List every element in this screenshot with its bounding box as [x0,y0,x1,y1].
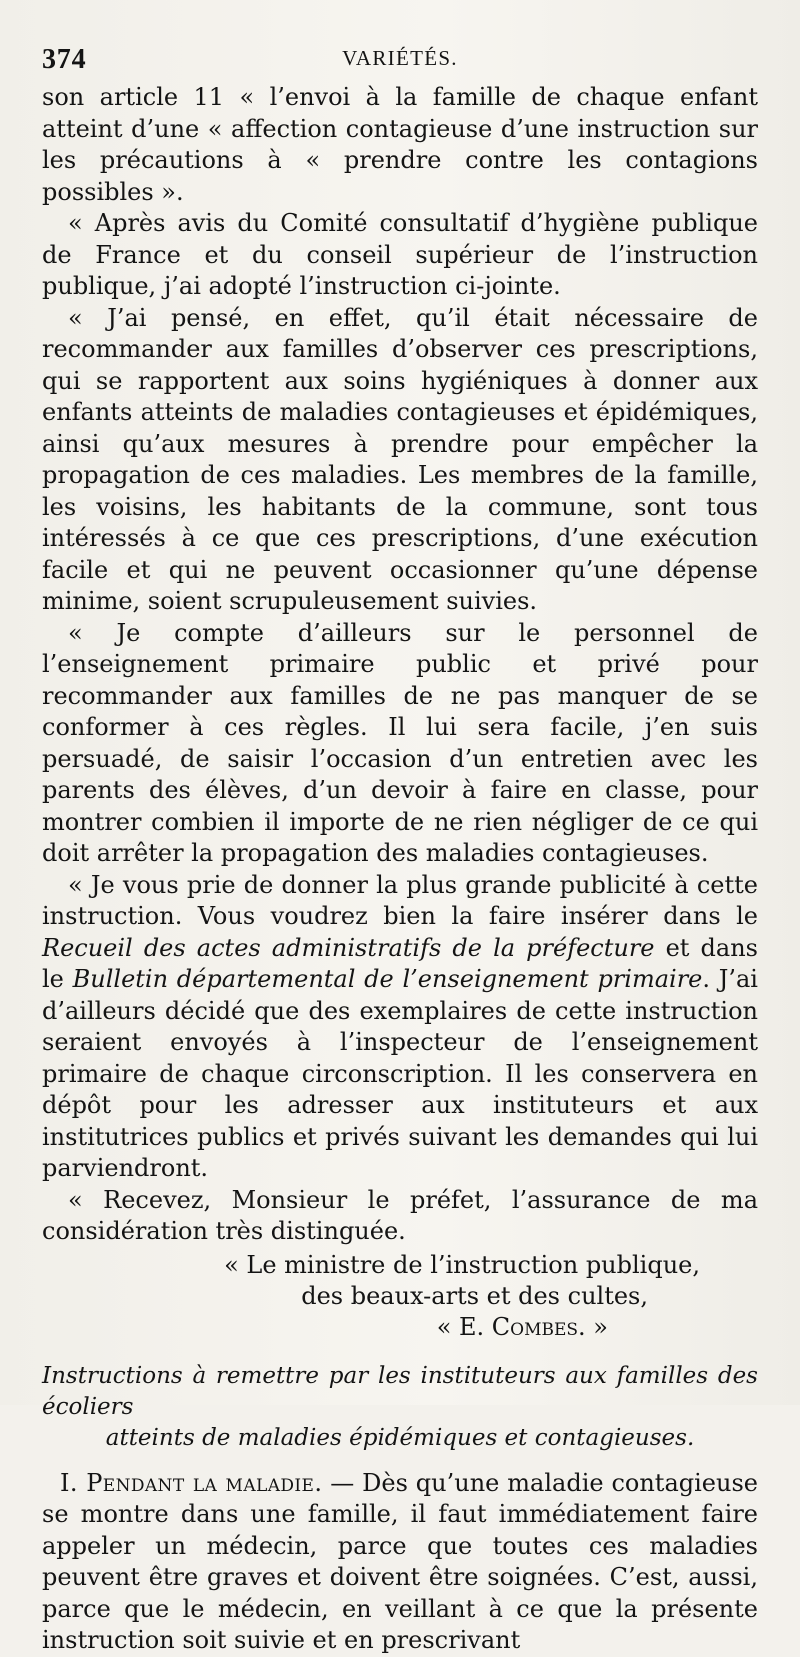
document-body [42,82,758,1248]
signature-line-2: des beaux-arts et des cultes, [301,1281,648,1310]
final-paragraph [42,1468,758,1657]
section-title-line-2: atteints de maladies épidémiques et contagieuses. [105,1424,695,1451]
signature-line-3: « E. Combes. » [436,1312,608,1341]
paragraph-5 [42,870,758,1185]
paragraph-2: « Après avis du Comité consultatif d’hygiène publique de France et du conseil supérieur de l’instruction publique, j’ai adopté l’instruction ci-jointe. [42,209,758,300]
paragraph-3: « J’ai pensé, en effet, qu’il était nécessaire de recommander aux familles d’observer ces prescriptions, qui se rapportent aux soins hygiéniques à donner aux enfants atteints de maladies contagieuses et épidémiques, ainsi qu’aux mesures à prendre pour empêcher la propagation de ces maladies. Les membres de la famille, les voisins, les habitants de la commune, sont tous intéressés à ce que ces prescriptions, d’une exécution facile et qui ne peuvent occasionner qu’une dépense minime, soient scrupuleusement suivies. [42,303,758,615]
section-title-line-1: Instructions à remettre par les instituteurs aux familles des écoliers [42,1362,758,1420]
paragraph-5-text-middle: et dans le [42,933,758,993]
final-paragraph-label: I. Pendant la maladie. [60,1468,323,1497]
bulletin-title: Bulletin départemental de l’enseignement primaire [72,965,703,993]
page-number: 374 [42,44,87,75]
recueil-title: Recueil des actes administratifs de la préfecture [42,933,655,962]
running-header [42,36,758,82]
paragraph-4: « Je compte d’ailleurs sur le personnel de l’enseignement primaire public et privé pour recommander aux familles de ne pas manquer de se conformer à ces règles. Il lui sera facile, j’en suis persuadé, de saisir l’occasion d’un entretien avec les parents des élèves, d’un devoir à faire en classe, pour montrer combien il importe de ne rien négliger de ce qui doit arrêter la propagation des maladies contagieuses. [42,618,758,867]
section-title [42,1361,758,1454]
running-title: VARIÉTÉS. [342,46,458,70]
paragraph-1: son article 11 « l’envoi à la famille de chaque enfant atteint d’une « affection contagieuse d’une instruction sur les précautions à « prendre contre les contagions possibles ». [42,83,758,206]
final-paragraph-text: — Dès qu’une maladie contagieuse se montre dans une famille, il faut immédiatement faire appeler un médecin, parce que toutes ces maladies peuvent être graves et doivent être soignées. C’est, aussi, parce que le médecin, en veillant à ce que la présente instruction soit suivie et en prescrivant [42,1468,758,1654]
signature-block [42,1250,758,1343]
paragraph-5-text-end: . J’ai d’ailleurs décidé que des exemplaires de cette instruction seraient envoyés à l’inspecteur de l’enseignement primaire de chaque circonscription. Il les conservera en dépôt pour les adresser aux instituteurs et aux institutrices publics et privés suivant les demandes qui lui parviendront. [42,965,758,1182]
paragraph-5-text-start: « Je vous prie de donner la plus grande publicité à cette instruction. Vous voudrez bien la faire insérer dans le [42,870,758,930]
signature-line-1: « Le ministre de l’instruction publique, [224,1250,700,1279]
paragraph-6: « Recevez, Monsieur le préfet, l’assurance de ma considération très distinguée. [42,1185,758,1245]
